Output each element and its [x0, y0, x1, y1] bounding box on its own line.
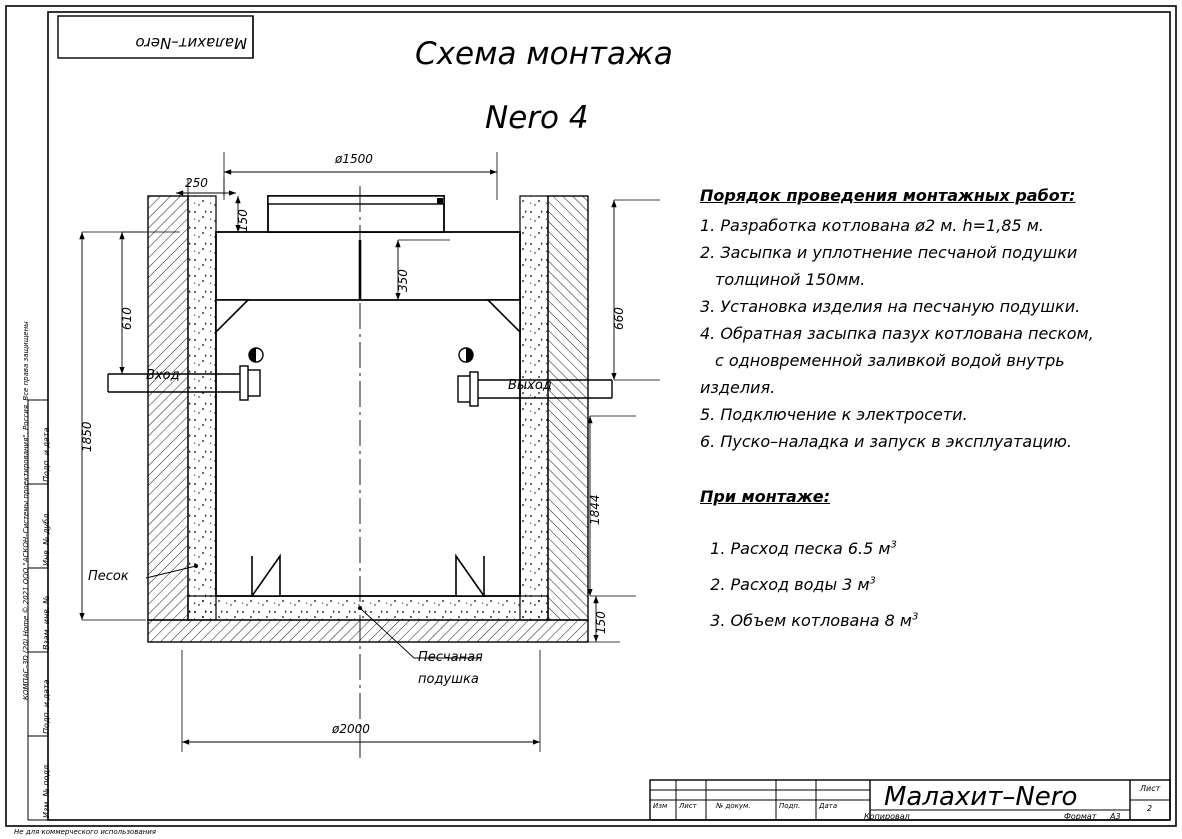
- dimension-d1500: ø1500: [335, 152, 373, 166]
- notes-order-item-1: 2. Засыпка и уплотнение песчаной подушки: [700, 243, 1078, 262]
- stamp-col-data: Дата: [819, 802, 838, 810]
- label-sand: Песок: [88, 569, 129, 584]
- stamp-col-doc: № докум.: [716, 802, 751, 810]
- stamp-col-list: Лист: [679, 802, 697, 810]
- notes-mount-header: При монтаже:: [700, 487, 830, 506]
- side-row-0: Изм. № подл.: [42, 762, 51, 818]
- side-row-1: Подп. и дата: [42, 679, 51, 734]
- dimension-660: 660: [612, 307, 626, 330]
- notes-mount-item-2: [700, 592, 918, 630]
- side-row-2: Взам. инв. №: [42, 595, 51, 650]
- notes-mount-item-0-sup: 3: [890, 539, 897, 551]
- notes-mount-item-1-text: 2. Расход воды 3 м: [710, 575, 870, 594]
- side-row-3: Инв. № дубл.: [42, 511, 51, 566]
- side-row-4: Подп. и дата: [42, 427, 51, 482]
- notes-mount-item-2-text: 3. Объем котлована 8 м: [710, 611, 912, 630]
- notes-order-item-0: 1. Разработка котлована ø2 м. h=1,85 м.: [700, 216, 1044, 235]
- drawing-title-line1: Схема монтажа: [415, 36, 673, 72]
- stamp-col-podp: Подп.: [779, 802, 801, 810]
- notes-order-item-6: изделия.: [700, 378, 776, 397]
- stamp-copied-by: Копировал: [864, 812, 910, 821]
- dimension-1850: 1850: [80, 421, 94, 452]
- notes-order-item-7: 5. Подключение к электросети.: [700, 405, 968, 424]
- dimension-d2000: ø2000: [332, 722, 370, 736]
- dimension-150-bottom: 150: [594, 611, 608, 634]
- notes-mount-item-0-text: 1. Расход песка 6.5 м: [710, 539, 891, 558]
- stamp-format-value: A3: [1110, 812, 1121, 821]
- dimension-610: 610: [120, 307, 134, 330]
- logo-text: Малахит–Nero: [135, 34, 247, 52]
- notes-order-item-2: толщиной 150мм.: [715, 270, 866, 289]
- label-sand-pillow-line1: Песчаная: [418, 650, 483, 665]
- dimension-150-top: 150: [236, 209, 250, 232]
- label-outlet: Выход: [508, 378, 552, 393]
- notes-mount-item-0: [700, 520, 897, 558]
- notes-mount-item-1: [700, 556, 876, 594]
- stamp-sheet-number: 2: [1147, 804, 1153, 813]
- stamp-sheet-label: Лист: [1140, 784, 1161, 793]
- stamp-product-name: Малахит–Nero: [884, 782, 1078, 812]
- footer-text: Не для коммерческого использования: [14, 828, 156, 836]
- notes-order-item-3: 3. Установка изделия на песчаную подушки.: [700, 297, 1081, 316]
- dimension-250: 250: [185, 176, 208, 190]
- notes-order-header: Порядок проведения монтажных работ:: [700, 186, 1076, 205]
- stamp-format-label: Формат: [1064, 812, 1097, 821]
- notes-mount-item-1-sup: 3: [869, 575, 876, 587]
- notes-mount-item-2-sup: 3: [912, 611, 919, 623]
- notes-order-item-5: с одновременной заливкой водой внутрь: [715, 351, 1065, 370]
- label-inlet: Вход: [146, 368, 180, 383]
- notes-order-item-4: 4. Обратная засыпка пазух котлована песком,: [700, 324, 1094, 343]
- drawing-title-line2: Nero 4: [485, 100, 589, 136]
- watermark-text: КОМПАС–3D (20) Home © 2021 ООО "АСКОН–Системы проектирования". Россия. Все права защищены: [22, 321, 30, 700]
- stamp-col-izm: Изм: [653, 802, 668, 810]
- label-sand-pillow-line2: подушка: [418, 672, 479, 687]
- notes-order-item-8: 6. Пуско–наладка и запуск в эксплуатацию.: [700, 432, 1072, 451]
- dimension-350: 350: [396, 269, 410, 292]
- dimension-1844: 1844: [588, 494, 602, 525]
